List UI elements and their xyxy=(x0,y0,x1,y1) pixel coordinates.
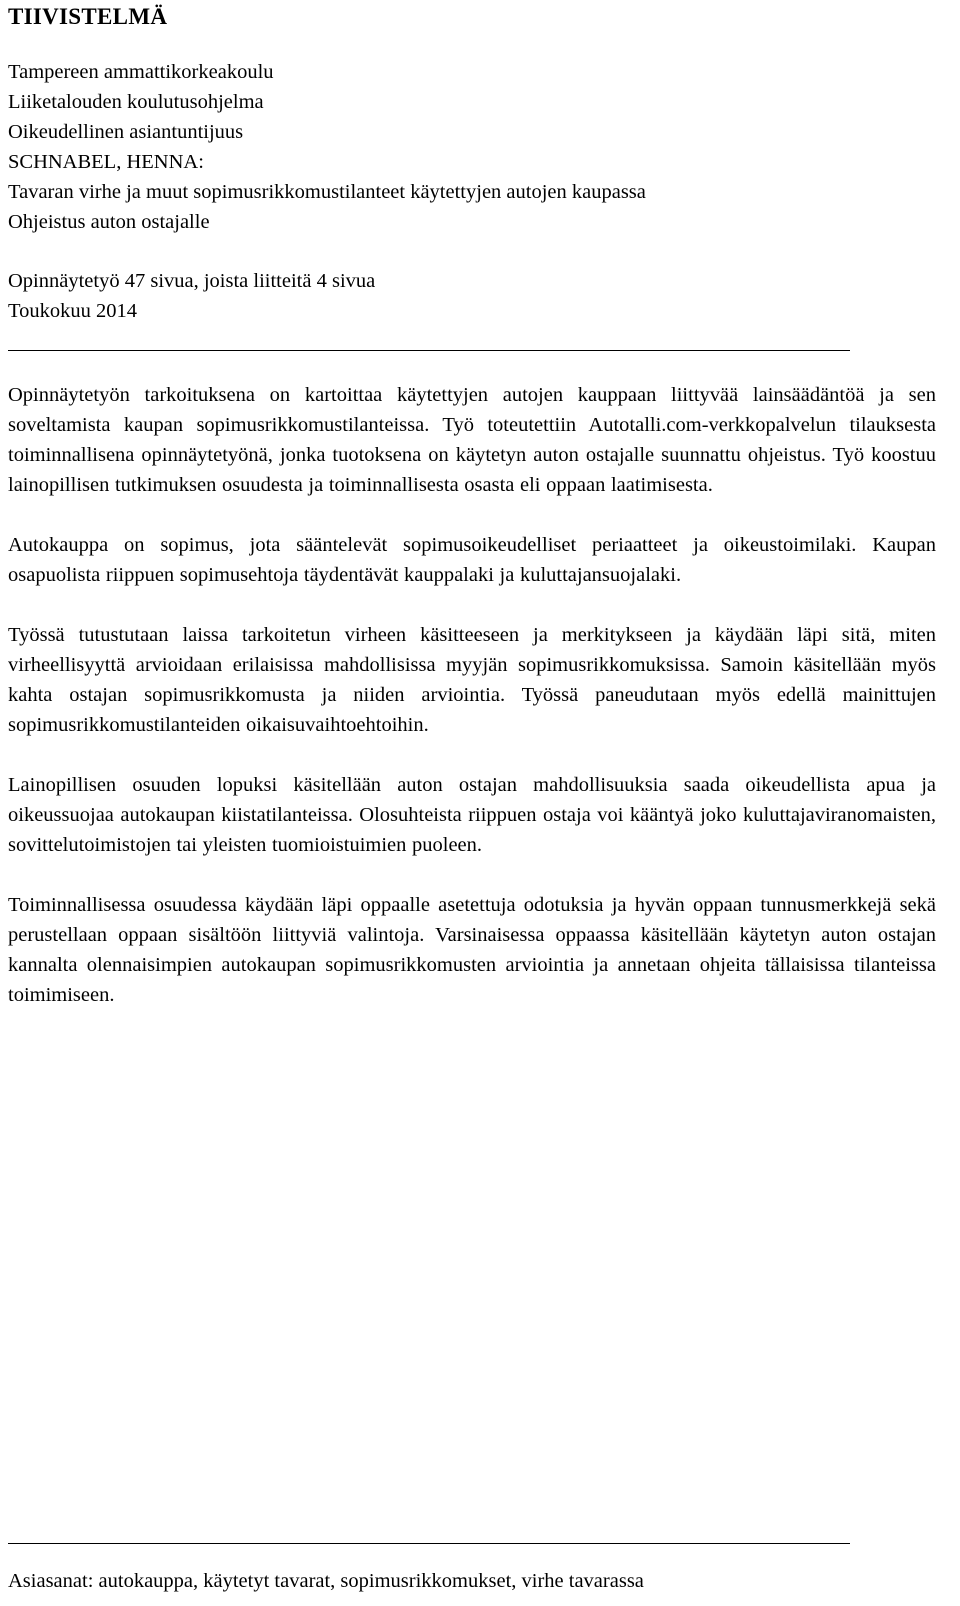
specialization: Oikeudellinen asiantuntijuus xyxy=(8,121,244,143)
page-title: TIIVISTELMÄ xyxy=(8,4,168,29)
publication-date: Toukokuu 2014 xyxy=(8,300,137,322)
divider-top xyxy=(8,350,850,351)
thesis-info xyxy=(8,266,375,326)
degree-program: Liiketalouden koulutusohjelma xyxy=(8,91,264,113)
page-count: Opinnäytetyö 47 sivua, joista liitteitä 4 sivua xyxy=(8,270,376,292)
keywords: Asiasanat: autokauppa, käytetyt tavarat, sopimusrikkomukset, virhe tavarassa xyxy=(8,1570,644,1592)
school-name: Tampereen ammattikorkeakoulu xyxy=(8,61,274,83)
paragraph-defects: Työssä tutustutaan laissa tarkoitetun virheen käsitteeseen ja merkitykseen ja käydään läpi sitä, miten virheellisyyttä arvioidaan erilaisissa mahdollisissa myyjän sopimusrikkomuksissa. Samoin käsitellään myös kahta ostajan sopimusrikkomusta ja niiden arviointia. Työssä paneudutaan myös edellä mainittujen sopimusrikkomustilanteiden oikaisuvaihtoehtoihin. xyxy=(8,624,936,736)
thesis-subtitle: Ohjeistus auton ostajalle xyxy=(8,211,210,233)
thesis-metadata xyxy=(8,57,646,237)
author-name: SCHNABEL, HENNA: xyxy=(8,151,204,173)
thesis-title: Tavaran virhe ja muut sopimusrikkomustilanteet käytettyjen autojen kaupassa xyxy=(8,181,646,203)
paragraph-functional: Toiminnallisessa osuudessa käydään läpi oppaalle asetettuja odotuksia ja hyvän oppaan tunnusmerkkejä sekä perustellaan oppaan sisältöön liittyviä valintoja. Varsinaisessa oppaassa käsitellään käytetyn auton ostajan kannalta olennaisimpien autokaupan sopimusrikkomusten arviointia ja annetaan ohjeita tällaisissa tilanteissa toimimiseen. xyxy=(8,894,936,1006)
paragraph-purpose: Opinnäytetyön tarkoituksena on kartoittaa käytettyjen autojen kauppaan liittyvää lainsäädäntöä ja sen soveltamista kaupan sopimusrikkomustilanteissa. Työ toteutettiin Autotalli.com-verkkopalvelun tilauksesta toiminnallisena opinnäytetyönä, jonka tuotoksena on käytetyn auton ostajalle suunnattu ohjeistus. Työ koostuu lainopillisen tutkimuksen osuudesta ja toiminnallisesta osasta eli oppaan laatimisesta. xyxy=(8,384,936,496)
divider-bottom xyxy=(8,1543,850,1544)
paragraph-contract: Autokauppa on sopimus, jota sääntelevät sopimusoikeudelliset periaatteet ja oikeustoimilaki. Kaupan osapuolista riippuen sopimusehtoja täydentävät kauppalaki ja kuluttajansuojalaki. xyxy=(8,534,936,586)
paragraph-legal-help: Lainopillisen osuuden lopuksi käsitellään auton ostajan mahdollisuuksia saada oikeudellista apua ja oikeussuojaa autokaupan kiistatilanteissa. Olosuhteista riippuen ostaja voi kääntyä joko kuluttajaviranomaisten, sovittelutoimistojen tai yleisten tuomioistuimien puoleen. xyxy=(8,774,936,856)
abstract-body xyxy=(8,380,936,1040)
